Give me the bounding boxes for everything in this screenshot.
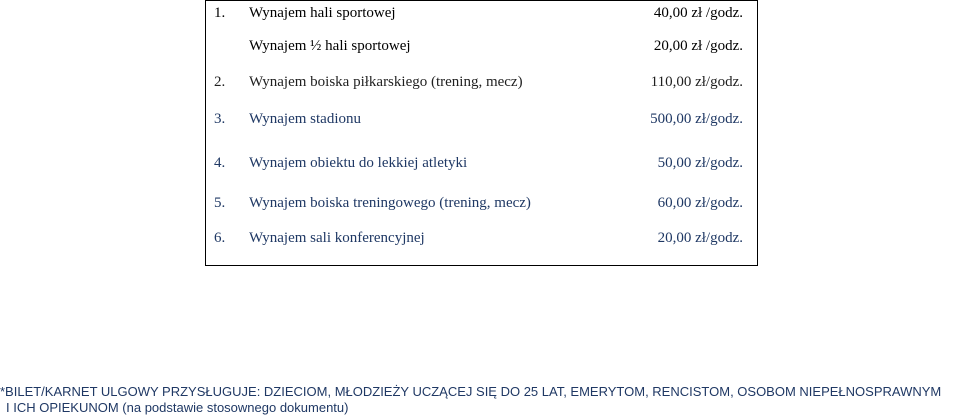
row-description: Wynajem obiektu do lekkiej atletyki bbox=[249, 155, 468, 171]
row-number: 1. bbox=[214, 5, 226, 21]
row-price: 20,00 zł/godz. bbox=[657, 230, 743, 246]
row-description: Wynajem boiska treningowego (trening, mecz) bbox=[249, 195, 531, 211]
price-row bbox=[206, 0, 757, 25]
row-description: Wynajem hali sportowej bbox=[249, 5, 396, 21]
row-price: 40,00 zł /godz. bbox=[653, 5, 743, 21]
discount-footnote bbox=[0, 384, 959, 416]
row-price: 60,00 zł/godz. bbox=[657, 195, 743, 211]
row-number: 3. bbox=[214, 111, 226, 127]
row-price: 110,00 zł/godz. bbox=[650, 74, 743, 90]
row-number: 6. bbox=[214, 230, 226, 246]
row-description: Wynajem boiska piłkarskiego (trening, mecz) bbox=[249, 74, 523, 90]
footnote-line-2: I ICH OPIEKUNOM (na podstawie stosownego dokumentu) bbox=[6, 400, 349, 415]
row-price: 20,00 zł /godz. bbox=[653, 38, 743, 54]
footnote-line-1: *BILET/KARNET ULGOWY PRZYSŁUGUJE: DZIECIOM, MŁODZIEŻY UCZĄCEJ SIĘ DO 25 LAT, EMERYTOM, RENCISTOM, OSOBOM NIEPEŁNOSPRAWNYM bbox=[0, 384, 942, 399]
price-row bbox=[206, 191, 757, 215]
price-row bbox=[206, 151, 757, 175]
row-price: 500,00 zł/godz. bbox=[650, 111, 743, 127]
row-number: 4. bbox=[214, 155, 226, 171]
price-row bbox=[206, 34, 757, 58]
price-row bbox=[206, 226, 757, 250]
row-description: Wynajem sali konferencyjnej bbox=[249, 230, 425, 246]
price-row bbox=[206, 70, 757, 94]
row-number: 2. bbox=[214, 74, 226, 90]
row-price: 50,00 zł/godz. bbox=[657, 155, 743, 171]
price-table bbox=[205, 0, 758, 266]
row-description: Wynajem ½ hali sportowej bbox=[249, 38, 411, 54]
price-row bbox=[206, 107, 757, 131]
row-number: 5. bbox=[214, 195, 226, 211]
row-description: Wynajem stadionu bbox=[249, 111, 361, 127]
